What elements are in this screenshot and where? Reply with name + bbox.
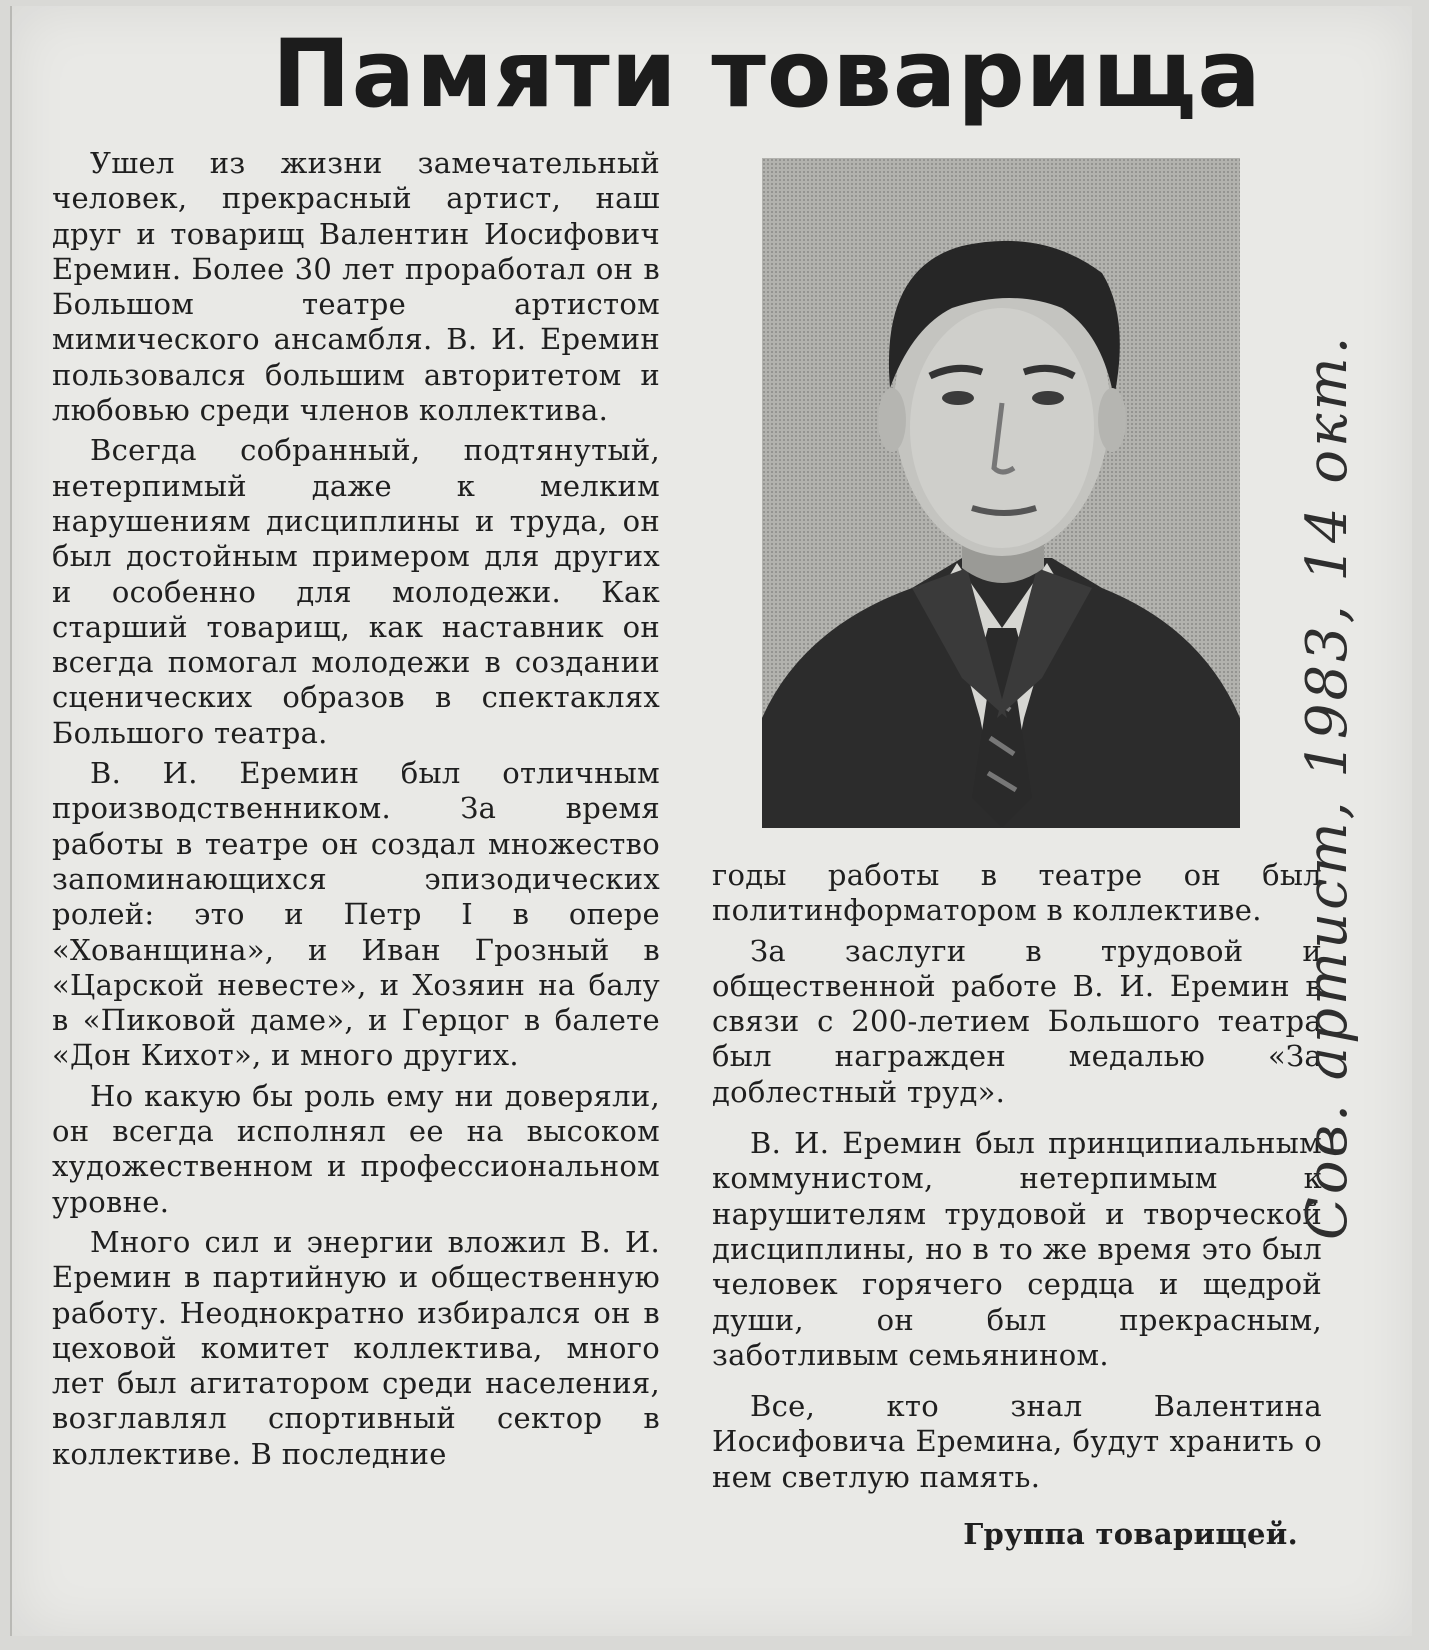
- paragraph: За заслуги в трудовой и общественной работе В. И. Еремин в связи с 200-летием Большого театра был награжден медалью «За доблестный труд».: [712, 933, 1322, 1109]
- portrait-photo: [762, 158, 1240, 828]
- paragraph: годы работы в театре он был политинформатором в коллективе.: [712, 858, 1322, 928]
- paragraph: Но какую бы роль ему ни доверяли, он всегда исполнял ее на высоком художественном и профессиональном уровне.: [52, 1078, 660, 1219]
- article-column-right: [712, 858, 1322, 1557]
- handwritten-note: Сов. артист, 1983, 14 окт.: [1295, 333, 1360, 1240]
- paragraph: В. И. Еремин был принципиальным коммунистом, нетерпимым к нарушителям трудовой и творческой дисциплины, но в то же время это был человек горячего сердца и щедрой души, он был прекрасным, заботливым семьянином.: [712, 1126, 1322, 1372]
- paragraph: В. И. Еремин был отличным производственником. За время работы в театре он создал множество запоминающихся эпизодических ролей: это и Петр I в опере «Хованщина», и Иван Грозный в «Царской невесте», и Хозяин на балу в «Пиковой даме», и Герцог в балете «Дон Кихот», и много других.: [52, 756, 660, 1073]
- paragraph: Ушел из жизни замечательный человек, прекрасный артист, наш друг и товарищ Валентин Иосифович Еремин. Более 30 лет проработал он в Большом театре артистом мимического ансамбля. В. И. Еремин пользовался большим авторитетом и любовью среди членов коллектива.: [52, 146, 660, 428]
- article-column-left: [52, 146, 660, 1477]
- paragraph: Много сил и энергии вложил В. И. Еремин в партийную и общественную работу. Неоднократно избирался он в цеховой комитет коллектива, много лет был агитатором среди населения, возглавлял спортивный сектор в коллективе. В последние: [52, 1224, 660, 1471]
- paragraph: Всегда собранный, подтянутый, нетерпимый даже к мелким нарушениям дисциплины и труда, он был достойным примером для других и особенно для молодежи. Как старший товарищ, как наставник он всегда помогал молодежи в создании сценических образов в спектаклях Большого театра.: [52, 433, 660, 750]
- headline: Памяти товарища: [272, 20, 1262, 129]
- portrait-illustration: [762, 158, 1240, 828]
- paragraph: Все, кто знал Валентина Иосифовича Еремина, будут хранить о нем светлую память.: [712, 1389, 1322, 1494]
- signature: Группа товарищей.: [963, 1517, 1298, 1552]
